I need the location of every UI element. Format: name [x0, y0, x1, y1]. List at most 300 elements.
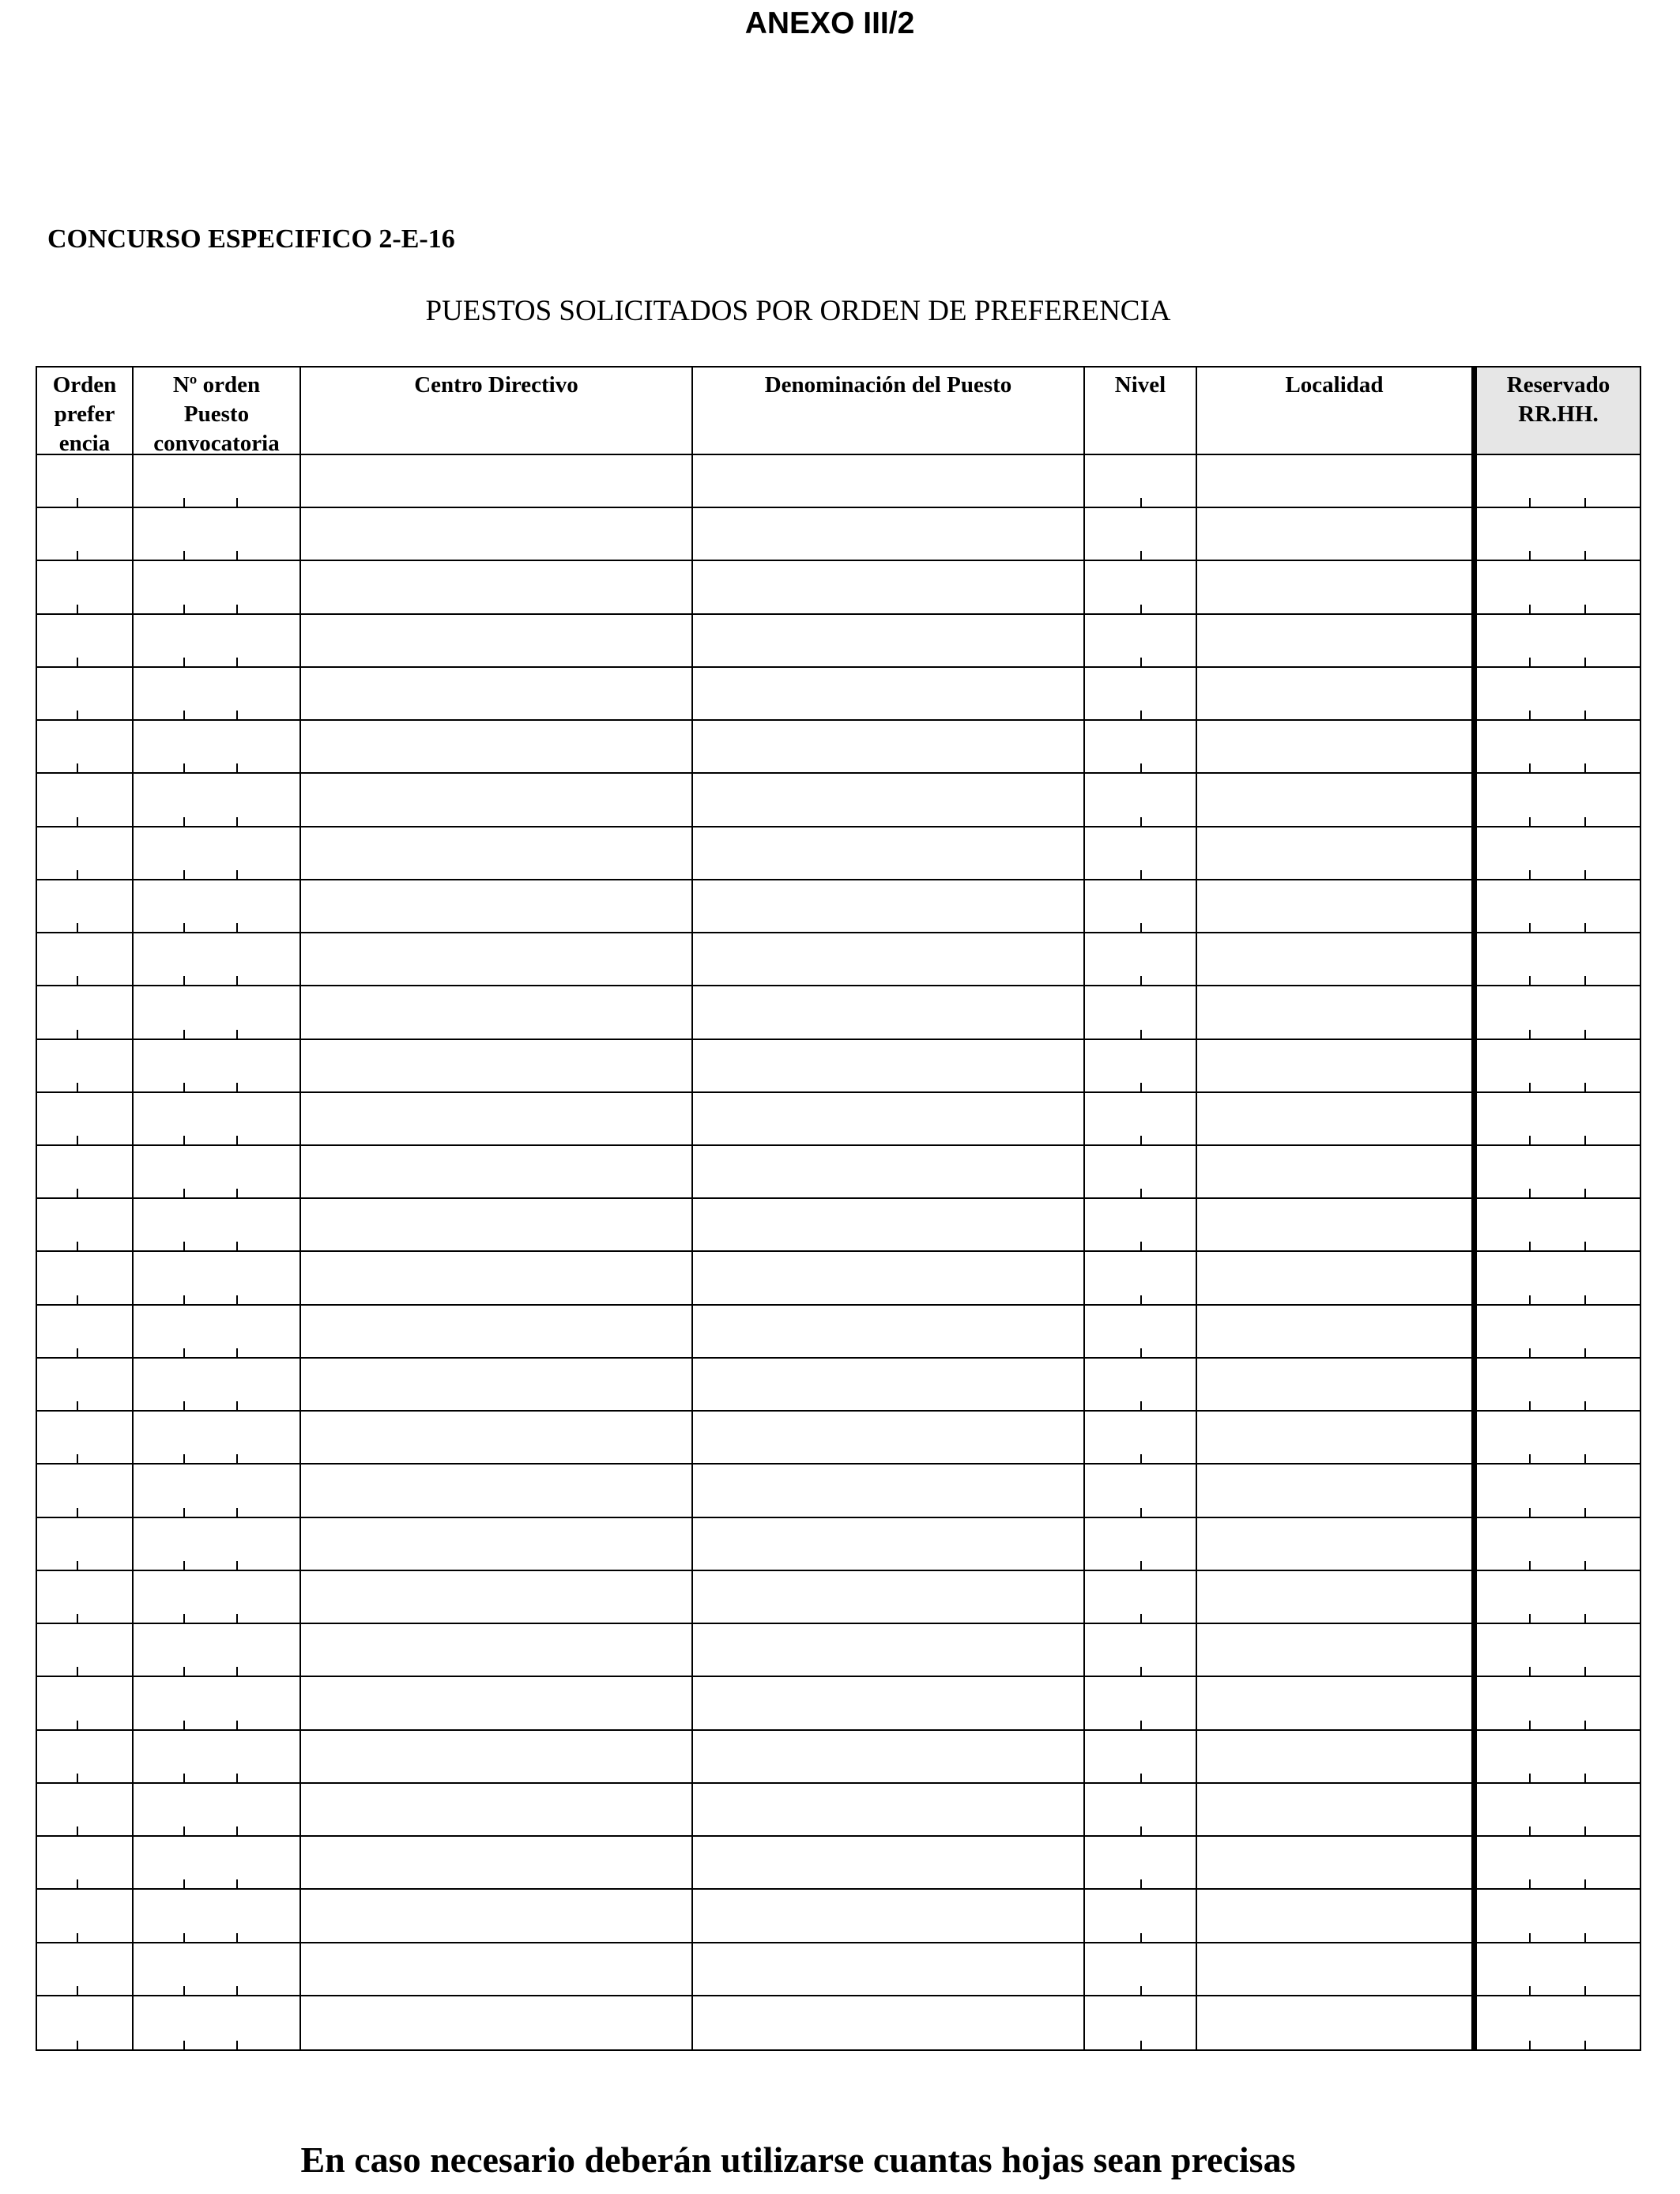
digit-separator-tick [1140, 1348, 1142, 1357]
nivel-cell[interactable] [1085, 774, 1197, 827]
denominacion-cell[interactable] [693, 880, 1085, 933]
digit-separator-tick [183, 1454, 185, 1463]
nivel-cell[interactable] [1085, 1784, 1197, 1837]
numero-orden-cell[interactable] [134, 1677, 301, 1730]
digit-separator-tick [236, 1295, 238, 1304]
digit-separator-tick [236, 498, 238, 507]
digit-separator-tick [1140, 763, 1142, 772]
orden-cell[interactable] [37, 508, 134, 561]
numero-orden-cell[interactable] [134, 1093, 301, 1146]
orden-cell[interactable] [37, 1996, 134, 2049]
orden-cell[interactable] [37, 827, 134, 880]
digit-separator-tick [1529, 1348, 1531, 1357]
denominacion-cell[interactable] [693, 1199, 1085, 1252]
orden-cell[interactable] [37, 1146, 134, 1199]
nivel-cell[interactable] [1085, 1996, 1197, 2049]
digit-separator-tick [1140, 870, 1142, 879]
numero-orden-cell[interactable] [134, 1359, 301, 1412]
localidad-cell[interactable] [1197, 1996, 1477, 2049]
digit-separator-tick [183, 605, 185, 613]
nivel-cell[interactable] [1085, 1731, 1197, 1784]
denominacion-cell[interactable] [693, 827, 1085, 880]
digit-separator-tick [1529, 498, 1531, 507]
numero-orden-cell[interactable] [134, 1199, 301, 1252]
digit-separator-tick [236, 1401, 238, 1410]
orden-cell[interactable] [37, 1093, 134, 1146]
denominacion-cell[interactable] [693, 615, 1085, 668]
digit-separator-tick [236, 605, 238, 613]
denominacion-cell[interactable] [693, 455, 1085, 508]
reservado-cell[interactable] [1477, 827, 1640, 880]
digit-separator-tick [1140, 1721, 1142, 1729]
numero-orden-cell[interactable] [134, 1731, 301, 1784]
reservado-cell[interactable] [1477, 1040, 1640, 1093]
localidad-cell[interactable] [1197, 1359, 1477, 1412]
nivel-cell[interactable] [1085, 508, 1197, 561]
digit-separator-tick [183, 1348, 185, 1357]
digit-separator-tick [1584, 1561, 1586, 1570]
reservado-cell[interactable] [1477, 1146, 1640, 1199]
reservado-cell[interactable] [1477, 1359, 1640, 1412]
numero-orden-cell[interactable] [134, 721, 301, 774]
centro-directivo-cell[interactable] [301, 668, 693, 721]
orden-cell[interactable] [37, 1731, 134, 1784]
localidad-cell[interactable] [1197, 1306, 1477, 1359]
numero-orden-cell[interactable] [134, 1784, 301, 1837]
reservado-cell[interactable] [1477, 1731, 1640, 1784]
reservado-cell[interactable] [1477, 1784, 1640, 1837]
numero-orden-cell[interactable] [134, 508, 301, 561]
centro-directivo-cell[interactable] [301, 880, 693, 933]
digit-separator-tick [77, 658, 78, 666]
centro-directivo-cell[interactable] [301, 1040, 693, 1093]
numero-orden-cell[interactable] [134, 1518, 301, 1571]
localidad-cell[interactable] [1197, 1040, 1477, 1093]
reservado-cell[interactable] [1477, 1677, 1640, 1730]
nivel-cell[interactable] [1085, 1306, 1197, 1359]
numero-orden-cell[interactable] [134, 986, 301, 1039]
reservado-cell[interactable] [1477, 1837, 1640, 1890]
orden-cell[interactable] [37, 880, 134, 933]
digit-separator-tick [1140, 1242, 1142, 1250]
nivel-cell[interactable] [1085, 1624, 1197, 1677]
digit-separator-tick [1584, 1933, 1586, 1942]
digit-separator-tick [77, 551, 78, 560]
nivel-cell[interactable] [1085, 1677, 1197, 1730]
reservado-cell[interactable] [1477, 933, 1640, 986]
digit-separator-tick [77, 1774, 78, 1782]
denominacion-cell[interactable] [693, 1518, 1085, 1571]
nivel-cell[interactable] [1085, 1040, 1197, 1093]
localidad-cell[interactable] [1197, 721, 1477, 774]
localidad-cell[interactable] [1197, 774, 1477, 827]
orden-cell[interactable] [37, 1890, 134, 1943]
localidad-cell[interactable] [1197, 1624, 1477, 1677]
centro-directivo-cell[interactable] [301, 1093, 693, 1146]
numero-orden-cell[interactable] [134, 1996, 301, 2049]
localidad-cell[interactable] [1197, 986, 1477, 1039]
denominacion-cell[interactable] [693, 561, 1085, 614]
reservado-cell[interactable] [1477, 1996, 1640, 2049]
reservado-cell[interactable] [1477, 1890, 1640, 1943]
nivel-cell[interactable] [1085, 721, 1197, 774]
nivel-cell[interactable] [1085, 561, 1197, 614]
orden-cell[interactable] [37, 1518, 134, 1571]
digit-separator-tick [1529, 1879, 1531, 1888]
orden-cell[interactable] [37, 1784, 134, 1837]
digit-separator-tick [1529, 1826, 1531, 1835]
numero-orden-cell[interactable] [134, 561, 301, 614]
reservado-cell[interactable] [1477, 1412, 1640, 1465]
digit-separator-tick [1529, 1508, 1531, 1517]
nivel-cell[interactable] [1085, 1571, 1197, 1624]
localidad-cell[interactable] [1197, 668, 1477, 721]
orden-cell[interactable] [37, 1199, 134, 1252]
reservado-cell[interactable] [1477, 986, 1640, 1039]
digit-separator-tick [236, 1879, 238, 1888]
digit-separator-tick [77, 1667, 78, 1676]
numero-orden-cell[interactable] [134, 1040, 301, 1093]
digit-separator-tick [1140, 1826, 1142, 1835]
centro-directivo-cell[interactable] [301, 1890, 693, 1943]
orden-cell[interactable] [37, 1252, 134, 1305]
localidad-cell[interactable] [1197, 1731, 1477, 1784]
digit-separator-tick [1140, 1508, 1142, 1517]
denominacion-cell[interactable] [693, 1252, 1085, 1305]
denominacion-cell[interactable] [693, 1571, 1085, 1624]
digit-separator-tick [1584, 658, 1586, 666]
numero-orden-cell[interactable] [134, 1943, 301, 1996]
denominacion-cell[interactable] [693, 1943, 1085, 1996]
localidad-cell[interactable] [1197, 1784, 1477, 1837]
denominacion-cell[interactable] [693, 1040, 1085, 1093]
digit-separator-tick [1140, 1401, 1142, 1410]
denominacion-cell[interactable] [693, 1359, 1085, 1412]
header-localidad: Localidad [1197, 368, 1477, 455]
reservado-cell[interactable] [1477, 615, 1640, 668]
centro-directivo-cell[interactable] [301, 1624, 693, 1677]
orden-cell[interactable] [37, 1943, 134, 1996]
nivel-cell[interactable] [1085, 668, 1197, 721]
digit-separator-tick [236, 551, 238, 560]
nivel-cell[interactable] [1085, 1837, 1197, 1890]
centro-directivo-cell[interactable] [301, 1996, 693, 2049]
localidad-cell[interactable] [1197, 1412, 1477, 1465]
header-orden-preferencia: Orden prefer encia [37, 368, 134, 455]
nivel-cell[interactable] [1085, 1093, 1197, 1146]
reservado-cell[interactable] [1477, 508, 1640, 561]
nivel-cell[interactable] [1085, 986, 1197, 1039]
orden-cell[interactable] [37, 1040, 134, 1093]
orden-cell[interactable] [37, 1677, 134, 1730]
digit-separator-tick [1584, 923, 1586, 932]
localidad-cell[interactable] [1197, 455, 1477, 508]
numero-orden-cell[interactable] [134, 1624, 301, 1677]
centro-directivo-cell[interactable] [301, 1943, 693, 1996]
orden-cell[interactable] [37, 721, 134, 774]
nivel-cell[interactable] [1085, 1890, 1197, 1943]
digit-separator-tick [1140, 1561, 1142, 1570]
centro-directivo-cell[interactable] [301, 1412, 693, 1465]
orden-cell[interactable] [37, 774, 134, 827]
centro-directivo-cell[interactable] [301, 1518, 693, 1571]
numero-orden-cell[interactable] [134, 1146, 301, 1199]
denominacion-cell[interactable] [693, 1837, 1085, 1890]
numero-orden-cell[interactable] [134, 933, 301, 986]
denominacion-cell[interactable] [693, 1996, 1085, 2049]
digit-separator-tick [236, 1933, 238, 1942]
numero-orden-cell[interactable] [134, 1465, 301, 1517]
digit-separator-tick [183, 1986, 185, 1995]
denominacion-cell[interactable] [693, 1784, 1085, 1837]
digit-separator-tick [1529, 551, 1531, 560]
centro-directivo-cell[interactable] [301, 933, 693, 986]
digit-separator-tick [236, 763, 238, 772]
centro-directivo-cell[interactable] [301, 774, 693, 827]
digit-separator-tick [77, 923, 78, 932]
nivel-cell[interactable] [1085, 1359, 1197, 1412]
reservado-cell[interactable] [1477, 1624, 1640, 1677]
denominacion-cell[interactable] [693, 933, 1085, 986]
reservado-cell[interactable] [1477, 1465, 1640, 1517]
denominacion-cell[interactable] [693, 508, 1085, 561]
centro-directivo-cell[interactable] [301, 455, 693, 508]
localidad-cell[interactable] [1197, 615, 1477, 668]
preferences-table [36, 366, 1641, 2051]
reservado-cell[interactable] [1477, 1093, 1640, 1146]
denominacion-cell[interactable] [693, 774, 1085, 827]
digit-separator-tick [77, 1454, 78, 1463]
orden-cell[interactable] [37, 1306, 134, 1359]
digit-separator-tick [1529, 1401, 1531, 1410]
digit-separator-tick [1140, 1986, 1142, 1995]
digit-separator-tick [236, 711, 238, 719]
nivel-cell[interactable] [1085, 933, 1197, 986]
orden-cell[interactable] [37, 933, 134, 986]
nivel-cell[interactable] [1085, 455, 1197, 508]
localidad-cell[interactable] [1197, 827, 1477, 880]
centro-directivo-cell[interactable] [301, 1465, 693, 1517]
localidad-cell[interactable] [1197, 508, 1477, 561]
digit-separator-tick [236, 658, 238, 666]
digit-separator-tick [1529, 1242, 1531, 1250]
reservado-cell[interactable] [1477, 455, 1640, 508]
localidad-cell[interactable] [1197, 1146, 1477, 1199]
reservado-cell[interactable] [1477, 1571, 1640, 1624]
numero-orden-cell[interactable] [134, 1837, 301, 1890]
denominacion-cell[interactable] [693, 1412, 1085, 1465]
section-title: PUESTOS SOLICITADOS POR ORDEN DE PREFERENCIA [425, 295, 1171, 327]
numero-orden-cell[interactable] [134, 455, 301, 508]
digit-separator-tick [1584, 1774, 1586, 1782]
digit-separator-tick [183, 1879, 185, 1888]
localidad-cell[interactable] [1197, 1465, 1477, 1517]
numero-orden-cell[interactable] [134, 1571, 301, 1624]
localidad-cell[interactable] [1197, 1093, 1477, 1146]
orden-cell[interactable] [37, 1624, 134, 1677]
orden-cell[interactable] [37, 455, 134, 508]
reservado-cell[interactable] [1477, 668, 1640, 721]
centro-directivo-cell[interactable] [301, 1571, 693, 1624]
nivel-cell[interactable] [1085, 615, 1197, 668]
denominacion-cell[interactable] [693, 1731, 1085, 1784]
localidad-cell[interactable] [1197, 561, 1477, 614]
numero-orden-cell[interactable] [134, 1306, 301, 1359]
digit-separator-tick [77, 1189, 78, 1197]
digit-separator-tick [183, 1667, 185, 1676]
nivel-cell[interactable] [1085, 827, 1197, 880]
reservado-cell[interactable] [1477, 1518, 1640, 1571]
orden-cell[interactable] [37, 986, 134, 1039]
reservado-cell[interactable] [1477, 1306, 1640, 1359]
centro-directivo-cell[interactable] [301, 1252, 693, 1305]
denominacion-cell[interactable] [693, 1890, 1085, 1943]
reservado-cell[interactable] [1477, 880, 1640, 933]
digit-separator-tick [77, 870, 78, 879]
localidad-cell[interactable] [1197, 1943, 1477, 1996]
centro-directivo-cell[interactable] [301, 615, 693, 668]
centro-directivo-cell[interactable] [301, 1837, 693, 1890]
numero-orden-cell[interactable] [134, 1890, 301, 1943]
centro-directivo-cell[interactable] [301, 1731, 693, 1784]
numero-orden-cell[interactable] [134, 774, 301, 827]
digit-separator-tick [236, 1614, 238, 1623]
numero-orden-cell[interactable] [134, 880, 301, 933]
digit-separator-tick [236, 2041, 238, 2049]
nivel-cell[interactable] [1085, 1412, 1197, 1465]
orden-cell[interactable] [37, 1571, 134, 1624]
digit-separator-tick [1140, 1295, 1142, 1304]
centro-directivo-cell[interactable] [301, 1199, 693, 1252]
localidad-cell[interactable] [1197, 880, 1477, 933]
numero-orden-cell[interactable] [134, 668, 301, 721]
numero-orden-cell[interactable] [134, 615, 301, 668]
digit-separator-tick [236, 1508, 238, 1517]
digit-separator-tick [183, 763, 185, 772]
orden-cell[interactable] [37, 668, 134, 721]
digit-separator-tick [1584, 817, 1586, 826]
digit-separator-tick [1584, 1242, 1586, 1250]
centro-directivo-cell[interactable] [301, 508, 693, 561]
denominacion-cell[interactable] [693, 1146, 1085, 1199]
digit-separator-tick [1529, 1136, 1531, 1144]
numero-orden-cell[interactable] [134, 827, 301, 880]
reservado-cell[interactable] [1477, 561, 1640, 614]
localidad-cell[interactable] [1197, 1837, 1477, 1890]
nivel-cell[interactable] [1085, 1518, 1197, 1571]
orden-cell[interactable] [37, 561, 134, 614]
numero-orden-cell[interactable] [134, 1412, 301, 1465]
reservado-cell[interactable] [1477, 1199, 1640, 1252]
denominacion-cell[interactable] [693, 1306, 1085, 1359]
digit-separator-tick [1140, 976, 1142, 985]
centro-directivo-cell[interactable] [301, 561, 693, 614]
localidad-cell[interactable] [1197, 1890, 1477, 1943]
localidad-cell[interactable] [1197, 1518, 1477, 1571]
localidad-cell[interactable] [1197, 1571, 1477, 1624]
digit-separator-tick [1529, 1454, 1531, 1463]
nivel-cell[interactable] [1085, 1199, 1197, 1252]
denominacion-cell[interactable] [693, 668, 1085, 721]
digit-separator-tick [236, 1721, 238, 1729]
denominacion-cell[interactable] [693, 1677, 1085, 1730]
digit-separator-tick [77, 711, 78, 719]
digit-separator-tick [183, 1295, 185, 1304]
digit-separator-tick [183, 976, 185, 985]
digit-separator-tick [1584, 1614, 1586, 1623]
localidad-cell[interactable] [1197, 1252, 1477, 1305]
localidad-cell[interactable] [1197, 933, 1477, 986]
reservado-cell[interactable] [1477, 774, 1640, 827]
nivel-cell[interactable] [1085, 1943, 1197, 1996]
nivel-cell[interactable] [1085, 1146, 1197, 1199]
nivel-cell[interactable] [1085, 1465, 1197, 1517]
denominacion-cell[interactable] [693, 1624, 1085, 1677]
nivel-cell[interactable] [1085, 880, 1197, 933]
digit-separator-tick [1584, 1454, 1586, 1463]
digit-separator-tick [77, 1879, 78, 1888]
digit-separator-tick [183, 1561, 185, 1570]
digit-separator-tick [1529, 817, 1531, 826]
orden-cell[interactable] [37, 1837, 134, 1890]
digit-separator-tick [1529, 1721, 1531, 1729]
denominacion-cell[interactable] [693, 986, 1085, 1039]
digit-separator-tick [1584, 1030, 1586, 1039]
numero-orden-cell[interactable] [134, 1252, 301, 1305]
digit-separator-tick [77, 1242, 78, 1250]
header-reservado-rrhh: Reservado RR.HH. [1477, 368, 1640, 455]
digit-separator-tick [1529, 658, 1531, 666]
digit-separator-tick [1584, 1986, 1586, 1995]
centro-directivo-cell[interactable] [301, 986, 693, 1039]
localidad-cell[interactable] [1197, 1677, 1477, 1730]
digit-separator-tick [77, 763, 78, 772]
digit-separator-tick [77, 1136, 78, 1144]
footer-note: En caso necesario deberán utilizarse cuantas hojas sean precisas [300, 2139, 1296, 2180]
reservado-cell[interactable] [1477, 721, 1640, 774]
digit-separator-tick [236, 817, 238, 826]
digit-separator-tick [77, 1933, 78, 1942]
reservado-cell[interactable] [1477, 1943, 1640, 1996]
digit-separator-tick [77, 1826, 78, 1835]
digit-separator-tick [1140, 1083, 1142, 1091]
orden-cell[interactable] [37, 615, 134, 668]
reservado-cell[interactable] [1477, 1252, 1640, 1305]
localidad-cell[interactable] [1197, 1199, 1477, 1252]
digit-separator-tick [236, 870, 238, 879]
orden-cell[interactable] [37, 1359, 134, 1412]
centro-directivo-cell[interactable] [301, 1306, 693, 1359]
nivel-cell[interactable] [1085, 1252, 1197, 1305]
centro-directivo-cell[interactable] [301, 1146, 693, 1199]
digit-separator-tick [1529, 2041, 1531, 2049]
orden-cell[interactable] [37, 1465, 134, 1517]
centro-directivo-cell[interactable] [301, 1677, 693, 1730]
denominacion-cell[interactable] [693, 1465, 1085, 1517]
digit-separator-tick [183, 711, 185, 719]
centro-directivo-cell[interactable] [301, 721, 693, 774]
digit-separator-tick [236, 1136, 238, 1144]
digit-separator-tick [77, 1348, 78, 1357]
denominacion-cell[interactable] [693, 721, 1085, 774]
digit-separator-tick [1529, 763, 1531, 772]
centro-directivo-cell[interactable] [301, 827, 693, 880]
centro-directivo-cell[interactable] [301, 1359, 693, 1412]
digit-separator-tick [1584, 1083, 1586, 1091]
centro-directivo-cell[interactable] [301, 1784, 693, 1837]
orden-cell[interactable] [37, 1412, 134, 1465]
denominacion-cell[interactable] [693, 1093, 1085, 1146]
